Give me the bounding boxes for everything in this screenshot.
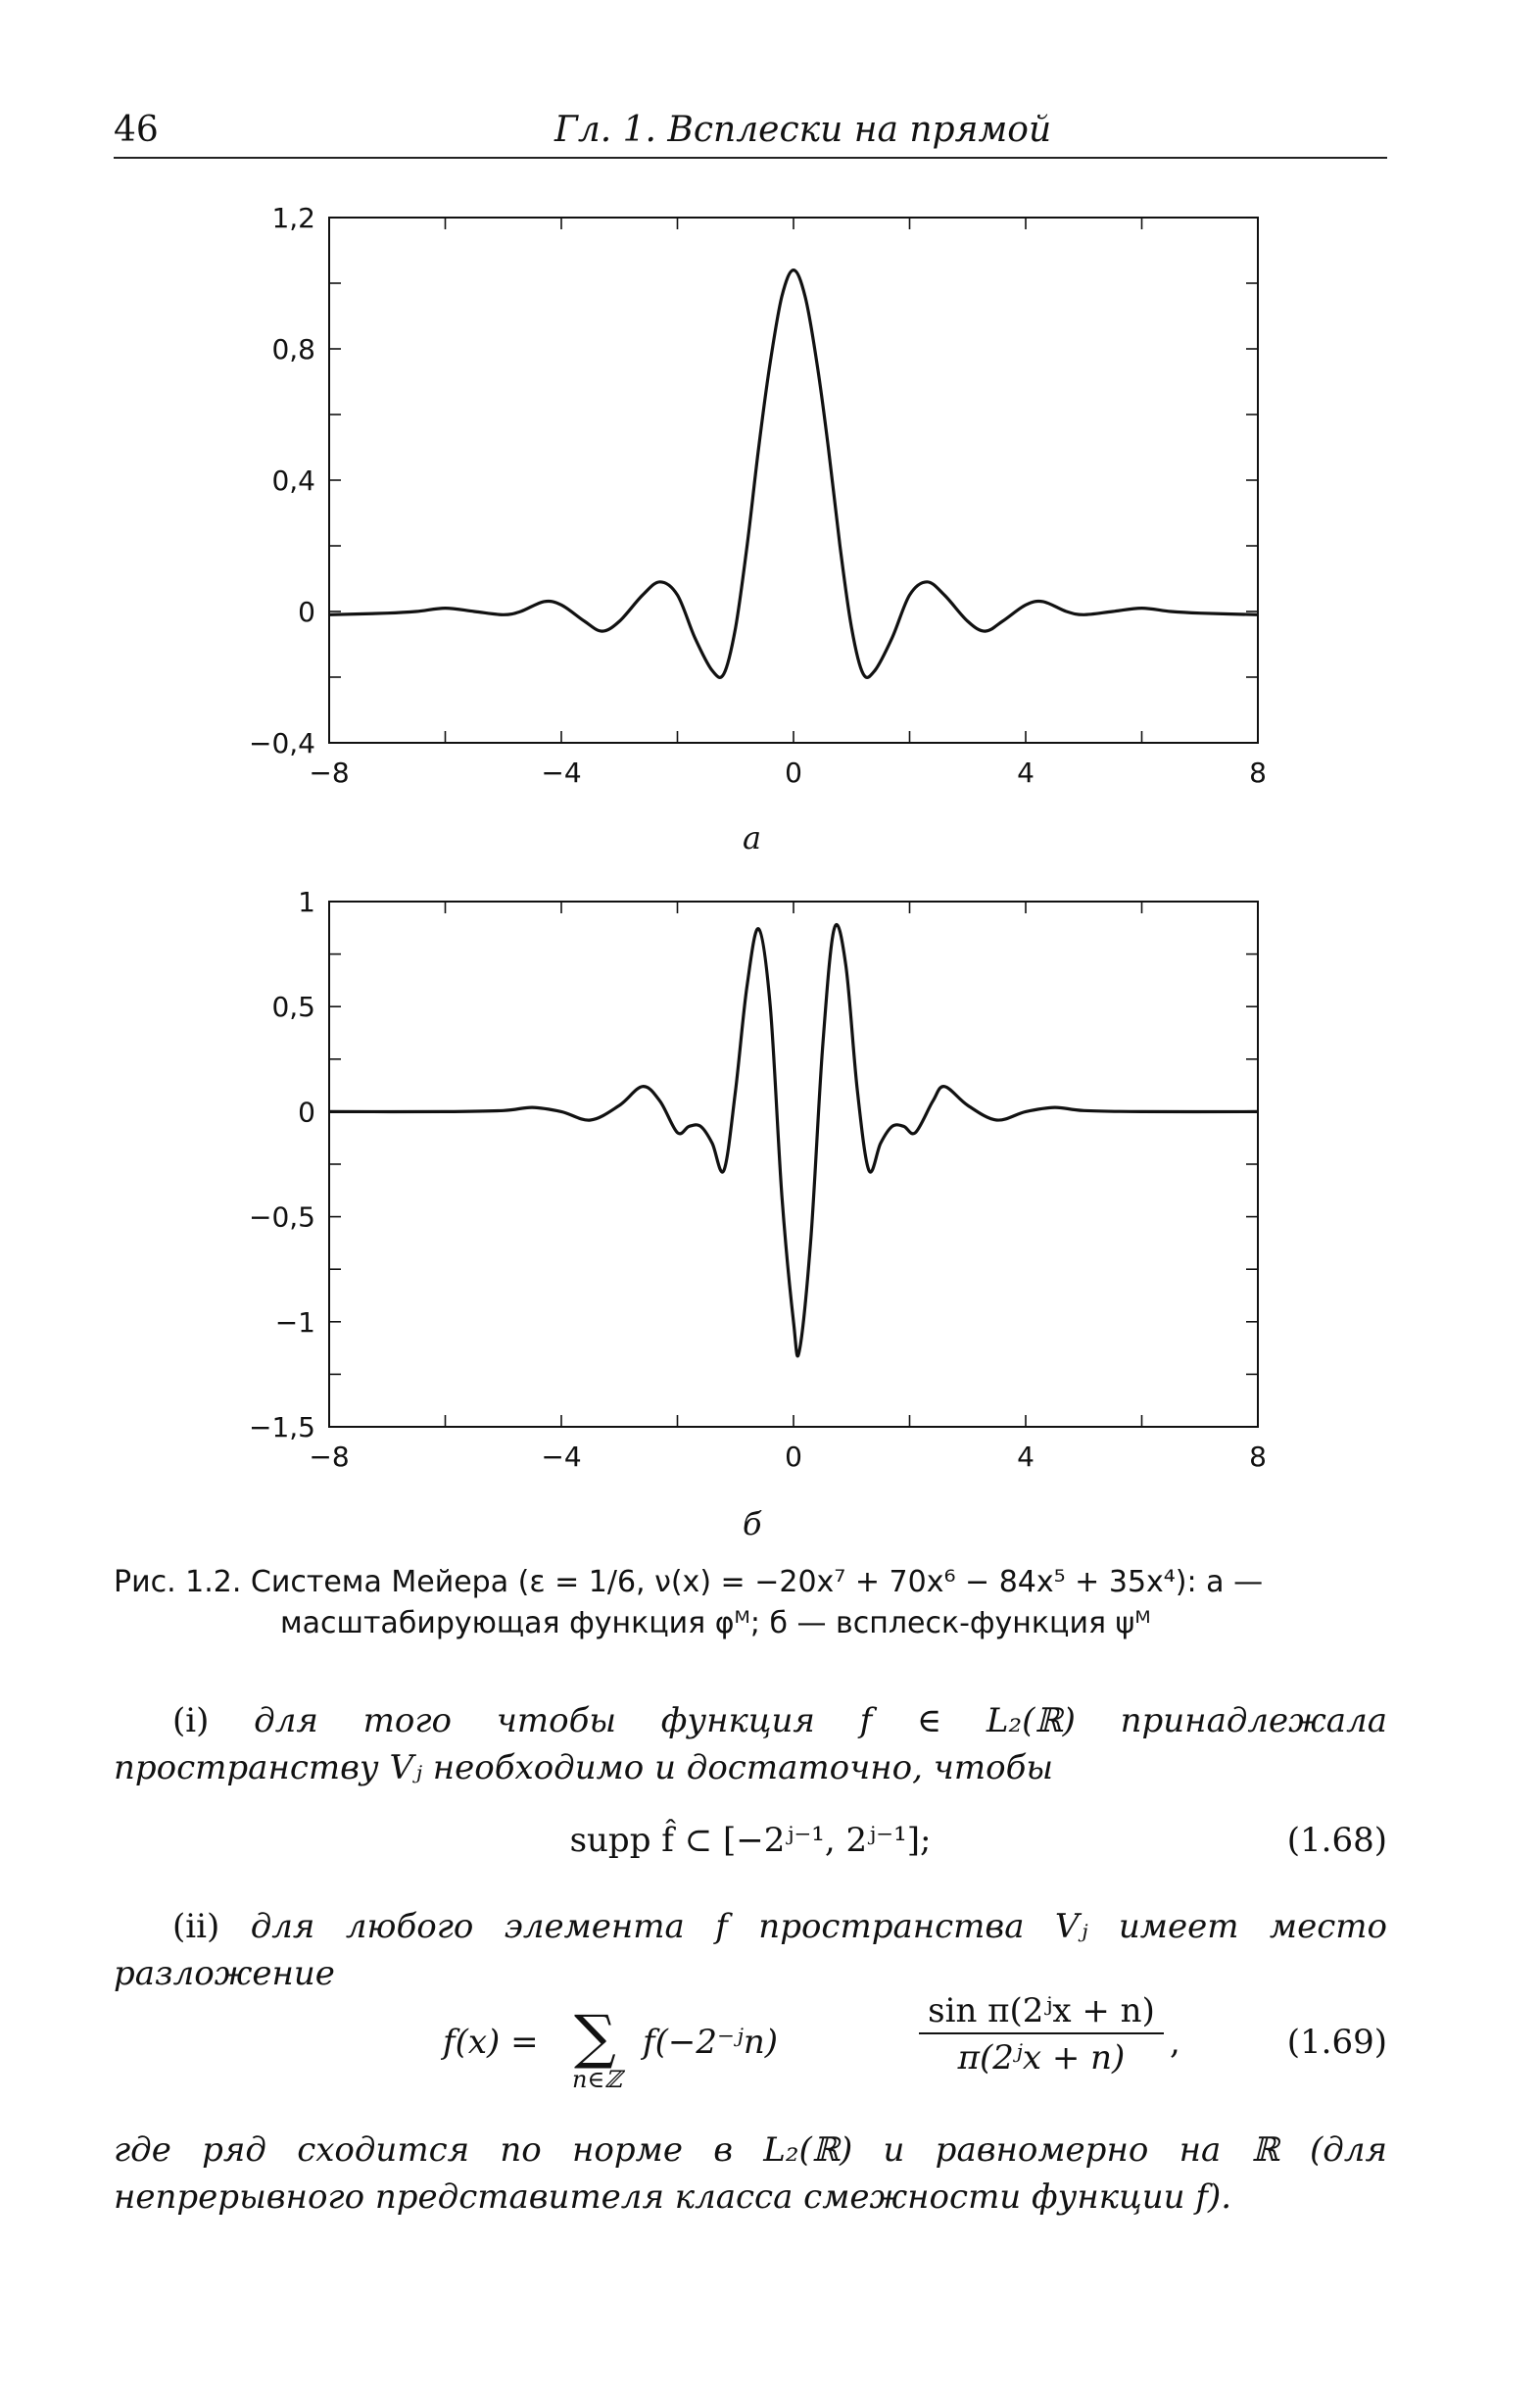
summation-index: n∈ℤ: [572, 2066, 622, 2093]
page-number: 46: [114, 110, 159, 150]
y-tick-label: 0: [298, 1096, 315, 1129]
function-curve: [329, 270, 1258, 678]
equation-1-69-number: (1.69): [1286, 2023, 1387, 2062]
paragraph-ii-text: для любого элемента f пространства Vⱼ имеет место разложение: [114, 1907, 1387, 1993]
x-tick-label: 8: [1249, 757, 1267, 789]
y-tick-label: −0,4: [249, 727, 315, 759]
x-tick-label: 4: [1017, 757, 1035, 789]
figure-b-chart: [0, 882, 1540, 1490]
caption-line-1: Рис. 1.2. Система Мейера (ε = 1/6, ν(x) = −20x⁷ + 70x⁶ − 84x⁵ + 35x⁴): а —: [114, 1565, 1264, 1599]
x-tick-label: −4: [541, 1441, 582, 1473]
figure-a-chart: [0, 157, 1540, 960]
caption-line-2: масштабирующая функция φᴹ; б — всплеск-функция ψᴹ: [280, 1606, 1151, 1640]
equation-1-68: [114, 1821, 1387, 1880]
x-tick-label: 8: [1249, 1441, 1267, 1473]
panel-a-label: а: [743, 819, 762, 856]
x-tick-label: 0: [785, 1441, 802, 1473]
equation-1-69-fraction: [919, 1991, 1164, 2077]
paragraph-i-text: для того чтобы функция f ∈ L₂(ℝ) принадлежала пространству Vⱼ необходимо и достаточно, чтобы: [114, 1701, 1387, 1787]
fraction-denominator: π(2ʲx + n): [957, 2038, 1126, 2077]
equation-1-69-comma: ,: [1170, 2023, 1180, 2062]
equation-1-68-expression: supp f̂ ⊂ [−2ʲ⁻¹, 2ʲ⁻¹];: [569, 1821, 932, 1860]
y-tick-label: −1: [274, 1305, 315, 1339]
plot-frame: [329, 218, 1258, 743]
x-tick-label: 0: [785, 757, 802, 789]
x-tick-label: −4: [541, 757, 582, 789]
page-header: [114, 110, 1387, 159]
fraction-numerator: sin π(2ʲx + n): [919, 1991, 1164, 2034]
y-tick-label: −1,5: [249, 1411, 315, 1443]
equation-1-69-term: f(−2⁻ʲn): [643, 2023, 779, 2062]
y-tick-label: 1,2: [271, 202, 315, 234]
panel-b-label: б: [743, 1505, 762, 1542]
y-tick-label: 0: [298, 596, 315, 628]
paragraph-final: где ряд сходится по норме в L₂(ℝ) и равномерно на ℝ (для непрерывного представителя класса смежности функции f).: [114, 2130, 1387, 2217]
running-title: Гл. 1. Всплески на прямой: [554, 110, 1052, 150]
x-tick-label: −8: [309, 1441, 350, 1473]
function-curve: [329, 925, 1258, 1356]
equation-1-68-number: (1.68): [1286, 1821, 1387, 1860]
equation-1-69-lhs: f(x) =: [443, 2023, 539, 2062]
paragraph-i: [114, 1697, 1387, 1791]
equation-1-69: [114, 1991, 1387, 2099]
y-tick-label: 0,4: [271, 464, 315, 497]
y-tick-label: 1: [298, 886, 315, 918]
figure-caption: [114, 1562, 1387, 1644]
paragraph-i-marker: (i): [172, 1701, 210, 1740]
y-tick-label: 0,5: [271, 991, 315, 1024]
paragraph-ii: [114, 1903, 1387, 1997]
plot-frame: [329, 902, 1258, 1427]
y-tick-label: −0,5: [249, 1200, 315, 1234]
summation-symbol: ∑: [574, 2003, 616, 2072]
y-tick-label: 0,8: [271, 333, 315, 366]
x-tick-label: 4: [1017, 1441, 1035, 1473]
x-tick-label: −8: [309, 757, 350, 789]
paragraph-ii-marker: (ii): [172, 1907, 220, 1946]
